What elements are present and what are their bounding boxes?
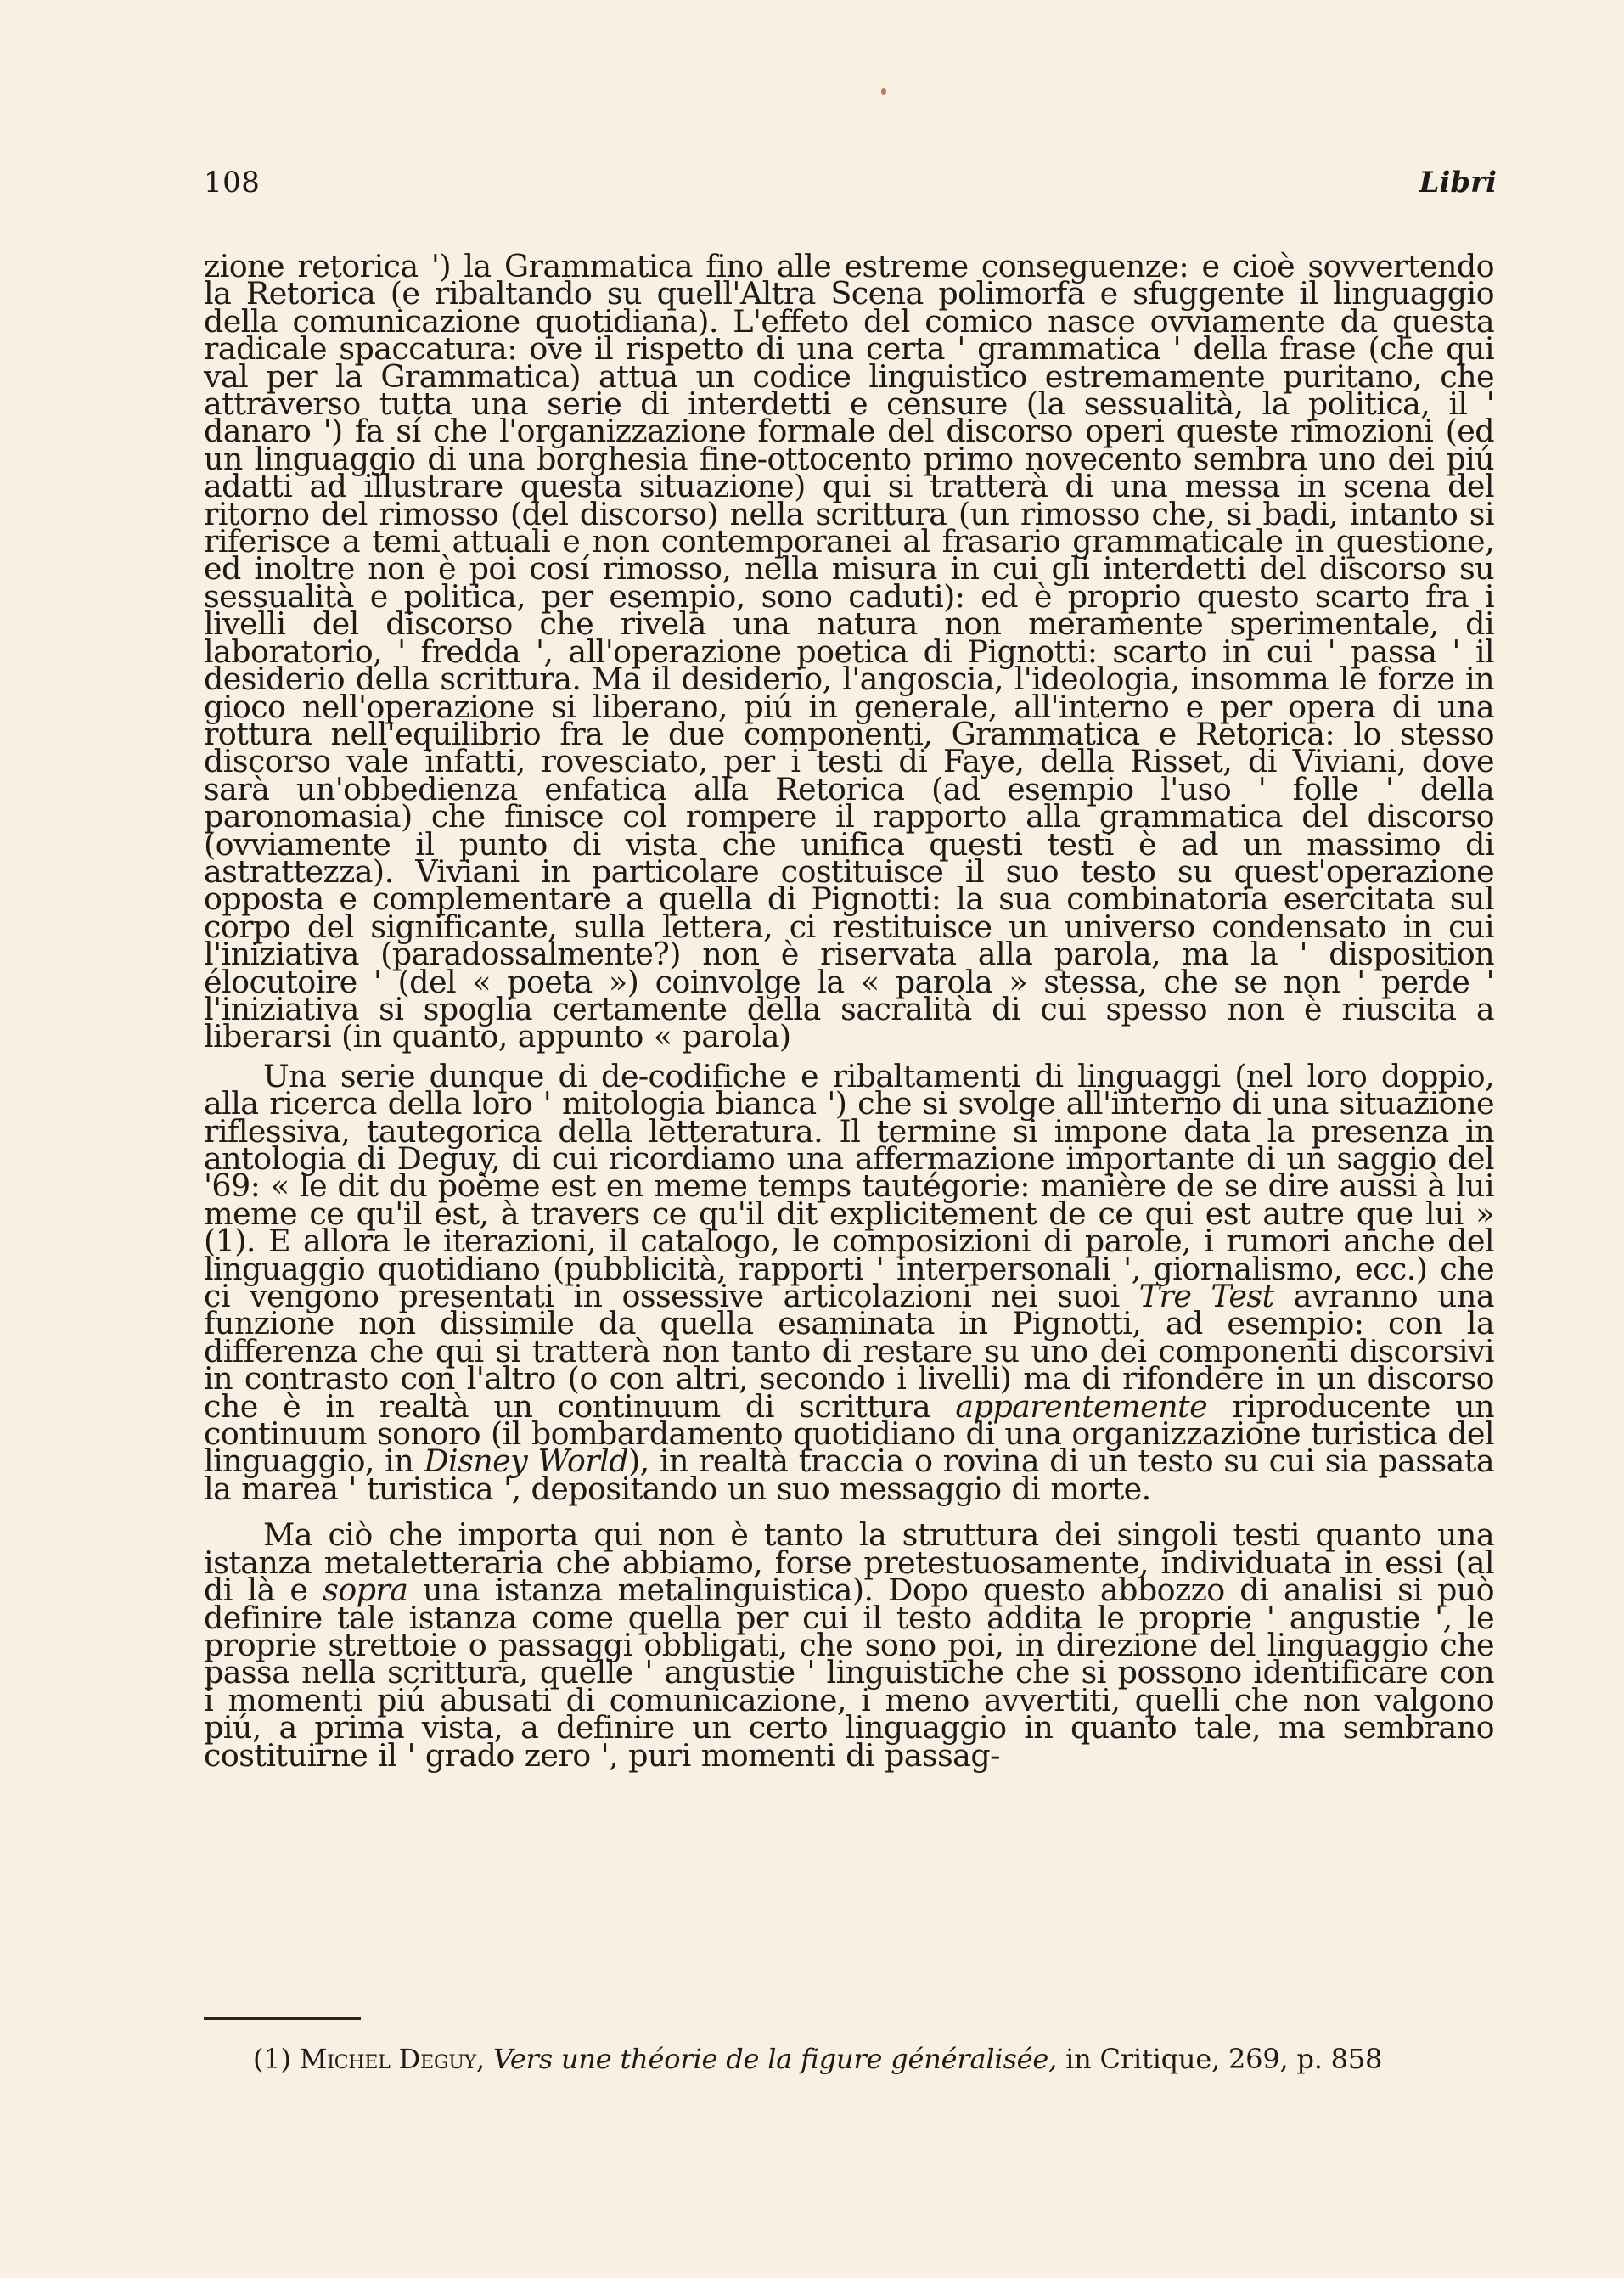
paragraph-1: zione retorica ') la Grammatica fino alle estreme conseguenze: e cioè sovvertendo la Retorica (e ribaltando su quell'Altra Scena polimorfa e sfuggente il linguaggio della comunicazione quotidiana). L'effeto del comico nasce ovviamente da questa radicale spaccatura: ove il rispetto di una certa ' grammatica ' della frase (che qui val per la Grammatica) attua un codice linguistico estremamente puritano, che attraverso tutta una serie di interdetti e censure (la sessualità, la politica, il ' danaro ') fa sí che l'organizzazione formale del discorso operi queste rimozioni (ed un linguaggio di una borghesia fine-ottocento primo novecento sembra uno dei piú adatti ad illustrare questa situazione) qui si tratterà di una messa in scena del ritorno del rimosso (del discorso) nella scrittura (un rimosso che, si badi, intanto si riferisce a temi attuali e non contemporanei al frasario grammaticale in questione, ed inoltre non è poi cosí rimosso, nella misura in cui gli interdetti del discorso su sessualità e politica, per esempio, sono caduti): ed è proprio questo scarto fra i livelli del discorso che rivela una natura non meramente sperimentale, di laboratorio, ' fredda ', all'operazione poetica di Pignotti: scarto in cui ' passa ' il desiderio della scrittura. Ma il desiderio, l'angoscia, l'ideologia, insomma le forze in gioco nell'operazione si liberano, piú in generale, all'interno e per opera di una rottura nell'equilibrio fra le due componenti, Grammatica e Retorica: lo stesso discorso vale infatti, rovesciato, per i testi di Faye, della Risset, di Viviani, dove sarà un'obbedienza enfatica alla Retorica (ad esempio l'uso ' folle ' della paronomasia) che finisce col rompere il rapporto alla grammatica del discorso (ovviamente il punto di vista che unifica questi testi è ad un massimo di astrattezza). Viviani in particolare costituisce il suo testo su quest'operazione opposta e complementare a quella di Pignotti: la sua combinatoria esercitata sul corpo del significante, sulla lettera, ci restituisce un universo condensato in cui l'iniziativa (paradossalmente?) non è riservata alla parola, ma la ' disposition élocutoire ' (del « poeta ») coinvolge la « parola » stessa, che se non ' perde ' l'iniziativa si spoglia certamente della sacralità di cui spesso non è riuscita a liberarsi (in quanto, appunto « parola)	[204, 248, 1494, 1055]
footnote-author: Michel Deguy,	[299, 2043, 485, 2075]
paragraph-2-text-c: riproducente un continuum sonoro (il bombardamento quotidiano di una organizzazione turistica del linguaggio, in	[204, 1387, 1494, 1480]
body-text	[204, 248, 1494, 1774]
footnote	[253, 2042, 1492, 2076]
paragraph-3-text-a: Ma ciò che importa qui non è tanto la struttura dei singoli testi quanto una istanza metaletteraria che abbiamo, forse pretestuosamente, individuata in essi (al di là e	[204, 1516, 1494, 1609]
paragraph-2	[204, 1057, 1494, 1507]
title-tre-test: Tre Test	[1138, 1278, 1274, 1315]
title-disney-world: Disney World	[424, 1443, 628, 1480]
paragraph-3	[204, 1516, 1494, 1774]
footnote-title: Vers une théorie de la figure généralisée,	[492, 2043, 1058, 2075]
page-number: 108	[204, 166, 261, 200]
footnote-source: in Critique, 269, p. 858	[1065, 2043, 1383, 2075]
emphasis-apparentemente: apparentemente	[955, 1387, 1208, 1425]
paragraph-3-text-b: una istanza metalinguistica). Dopo questo abbozzo di analisi si può definire tale istanza come quella per cui il testo addita le proprie ' angustie ', le proprie strettoie o passaggi obbligati, che sono poi, in direzione del linguaggio che passa nella scrittura, quelle ' angustie ' linguistiche che si possono identificare con i momenti piú abusati di comunicazione, i meno avvertiti, quelli che non valgono piú, a prima vista, a definire un certo linguaggio in quanto tale, ma sembrano costituirne il ' grado zero ', puri momenti di passag-	[204, 1572, 1494, 1774]
paragraph-2-text-b: avranno una funzione non dissimile da quella esaminata in Pignotti, ad esempio: con la differenza che qui si tratterà non tanto di restare su uno dei componenti discorsivi in contrasto con l'altro (o con altri, secondo i livelli) ma di rifondere in un discorso che è in realtà un continuum di scrittura	[204, 1278, 1494, 1425]
paragraph-2-text-d: ), in realtà traccia o rovina di un testo su cui sia passata la marea ' turistica ', depositando un suo messaggio di morte.	[204, 1443, 1494, 1507]
footnote-marker: (1)	[253, 2043, 291, 2075]
footnote-divider	[204, 2017, 361, 2020]
emphasis-sopra: sopra	[323, 1572, 408, 1609]
running-head: Libri	[1419, 166, 1497, 200]
paragraph-2-text-a: Una serie dunque di de-codifiche e ribaltamenti di linguaggi (nel loro doppio, alla ricerca della loro ' mitologia bianca ') che si svolge all'interno di una situazione riflessiva, tautegorica della letteratura. Il termine si impone data la presenza in antologia di Deguy, di cui ricordiamo una affermazione importante di un saggio del '69: « le dit du poème est en meme temps tautégorie: manière de se dire aussi à lui meme ce qu'il est, à travers ce qu'il dit explicitement de ce qui est autre que lui » (1). E allora le iterazioni, il catalogo, le composizioni di parole, i rumori anche del linguaggio quotidiano (pubblicità, rapporti ' interpersonali ', giornalismo, ecc.) che ci vengono presentati in ossessive articolazioni nei suoi	[204, 1057, 1494, 1315]
ink-speck	[881, 88, 886, 95]
